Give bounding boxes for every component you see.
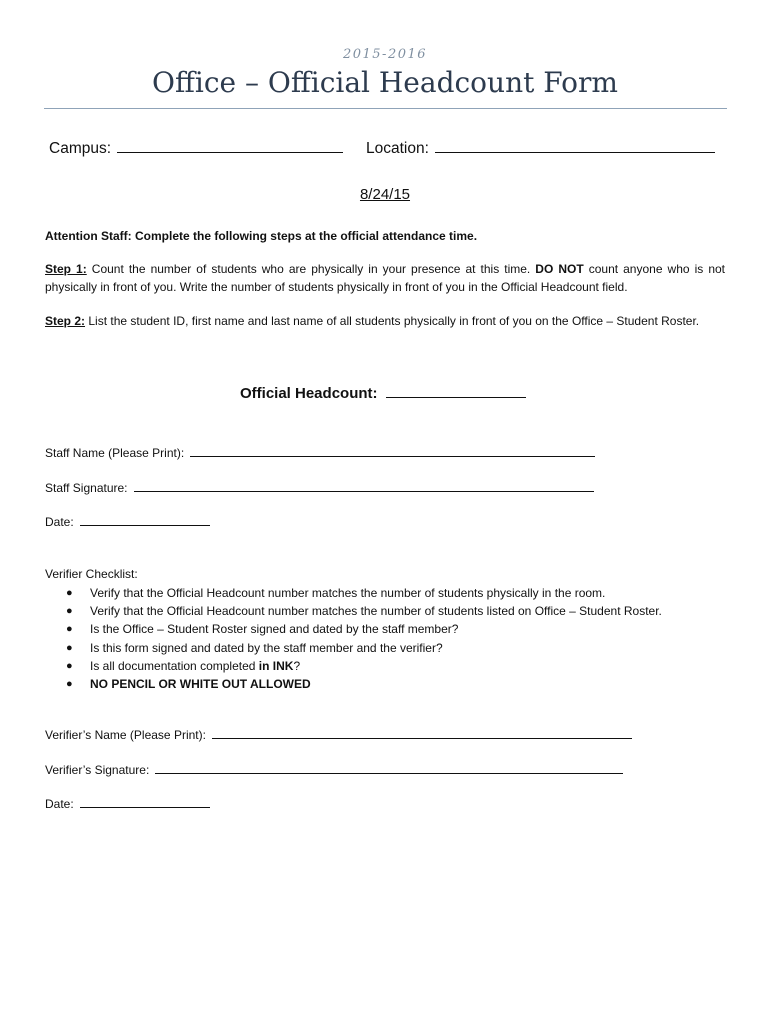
- verifier-signature-field: [45, 763, 623, 777]
- step-1-text-a: Count the number of students who are physically in your presence at this time.: [86, 262, 536, 276]
- checklist-item: [60, 639, 662, 657]
- checklist-item: [60, 675, 662, 693]
- location-label: Location:: [366, 140, 429, 157]
- staff-date-field: [45, 515, 210, 529]
- bullet-icon: ●: [66, 587, 73, 599]
- bullet-icon: ●: [66, 659, 73, 672]
- checklist-item-emphasis: in INK: [258, 658, 294, 673]
- official-headcount-blank[interactable]: [386, 385, 526, 398]
- checklist-item: [60, 620, 662, 638]
- bullet-icon: ●: [66, 677, 73, 690]
- bullet-icon: ●: [66, 605, 73, 618]
- verifier-signature-label: Verifier’s Signature:: [45, 763, 150, 777]
- step-1-emphasis: DO NOT: [535, 262, 584, 276]
- verifier-signature-blank[interactable]: [155, 763, 623, 774]
- school-year: 2015-2016: [342, 47, 428, 62]
- checklist-item-text: Is this form signed and dated by the staff member and the verifier?: [90, 640, 443, 655]
- location-field: [366, 140, 715, 158]
- step-1-paragraph: [45, 261, 725, 296]
- official-headcount-label: Official Headcount:: [240, 385, 378, 402]
- checklist-item-text: Verify that the Official Headcount number matches the number of students physically in the room.: [90, 586, 606, 600]
- step-2-text: List the student ID, first name and last name of all students physically in front of you on the Office – Student Roster.: [85, 314, 700, 328]
- verifier-checklist: [60, 584, 662, 693]
- step-2-paragraph: [45, 313, 725, 331]
- staff-name-label: Staff Name (Please Print):: [45, 446, 185, 460]
- staff-signature-field: [45, 481, 594, 495]
- verifier-name-field: [45, 728, 632, 742]
- title-divider: [44, 108, 727, 109]
- checklist-item-text: Is all documentation completed: [90, 658, 259, 673]
- checklist-item: [60, 602, 662, 620]
- verifier-name-label: Verifier’s Name (Please Print):: [45, 728, 206, 742]
- campus-blank[interactable]: [117, 140, 343, 153]
- verifier-checklist-title: Verifier Checklist:: [45, 567, 138, 581]
- checklist-item-text: Is the Office – Student Roster signed and dated by the staff member?: [90, 622, 459, 637]
- verifier-name-blank[interactable]: [212, 728, 632, 739]
- verifier-date-field: [45, 797, 210, 811]
- location-blank[interactable]: [435, 140, 715, 153]
- checklist-item: [60, 584, 662, 602]
- bullet-icon: ●: [66, 623, 73, 636]
- campus-field: [49, 140, 343, 158]
- staff-date-label: Date:: [45, 515, 74, 529]
- staff-date-blank[interactable]: [80, 515, 210, 526]
- step-2-label: Step 2:: [45, 314, 86, 328]
- attention-note: Attention Staff: Complete the following steps at the official attendance time.: [45, 229, 478, 243]
- page-title: Office – Official Headcount Form: [152, 66, 618, 99]
- verifier-date-blank[interactable]: [80, 797, 210, 808]
- step-1-label: Step 1:: [45, 262, 87, 276]
- campus-label: Campus:: [49, 140, 112, 157]
- form-date: 8/24/15: [359, 186, 411, 203]
- staff-signature-label: Staff Signature:: [45, 481, 128, 495]
- bullet-icon: ●: [66, 641, 73, 654]
- checklist-item-text-end: ?: [293, 658, 301, 673]
- staff-name-blank[interactable]: [190, 446, 595, 457]
- staff-signature-blank[interactable]: [134, 481, 594, 492]
- verifier-date-label: Date:: [45, 797, 74, 811]
- official-headcount-field: [240, 385, 526, 402]
- checklist-item: [60, 657, 662, 675]
- staff-name-field: [45, 446, 595, 460]
- checklist-item-text: Verify that the Official Headcount number matches the number of students listed on Office – Student Roster.: [90, 604, 662, 619]
- step-1-text-b: count anyone who is not physically in front of you. Write the number of students physically in front of you in the Official Headcount field.: [45, 262, 726, 294]
- checklist-item-text: NO PENCIL OR WHITE OUT ALLOWED: [90, 676, 311, 691]
